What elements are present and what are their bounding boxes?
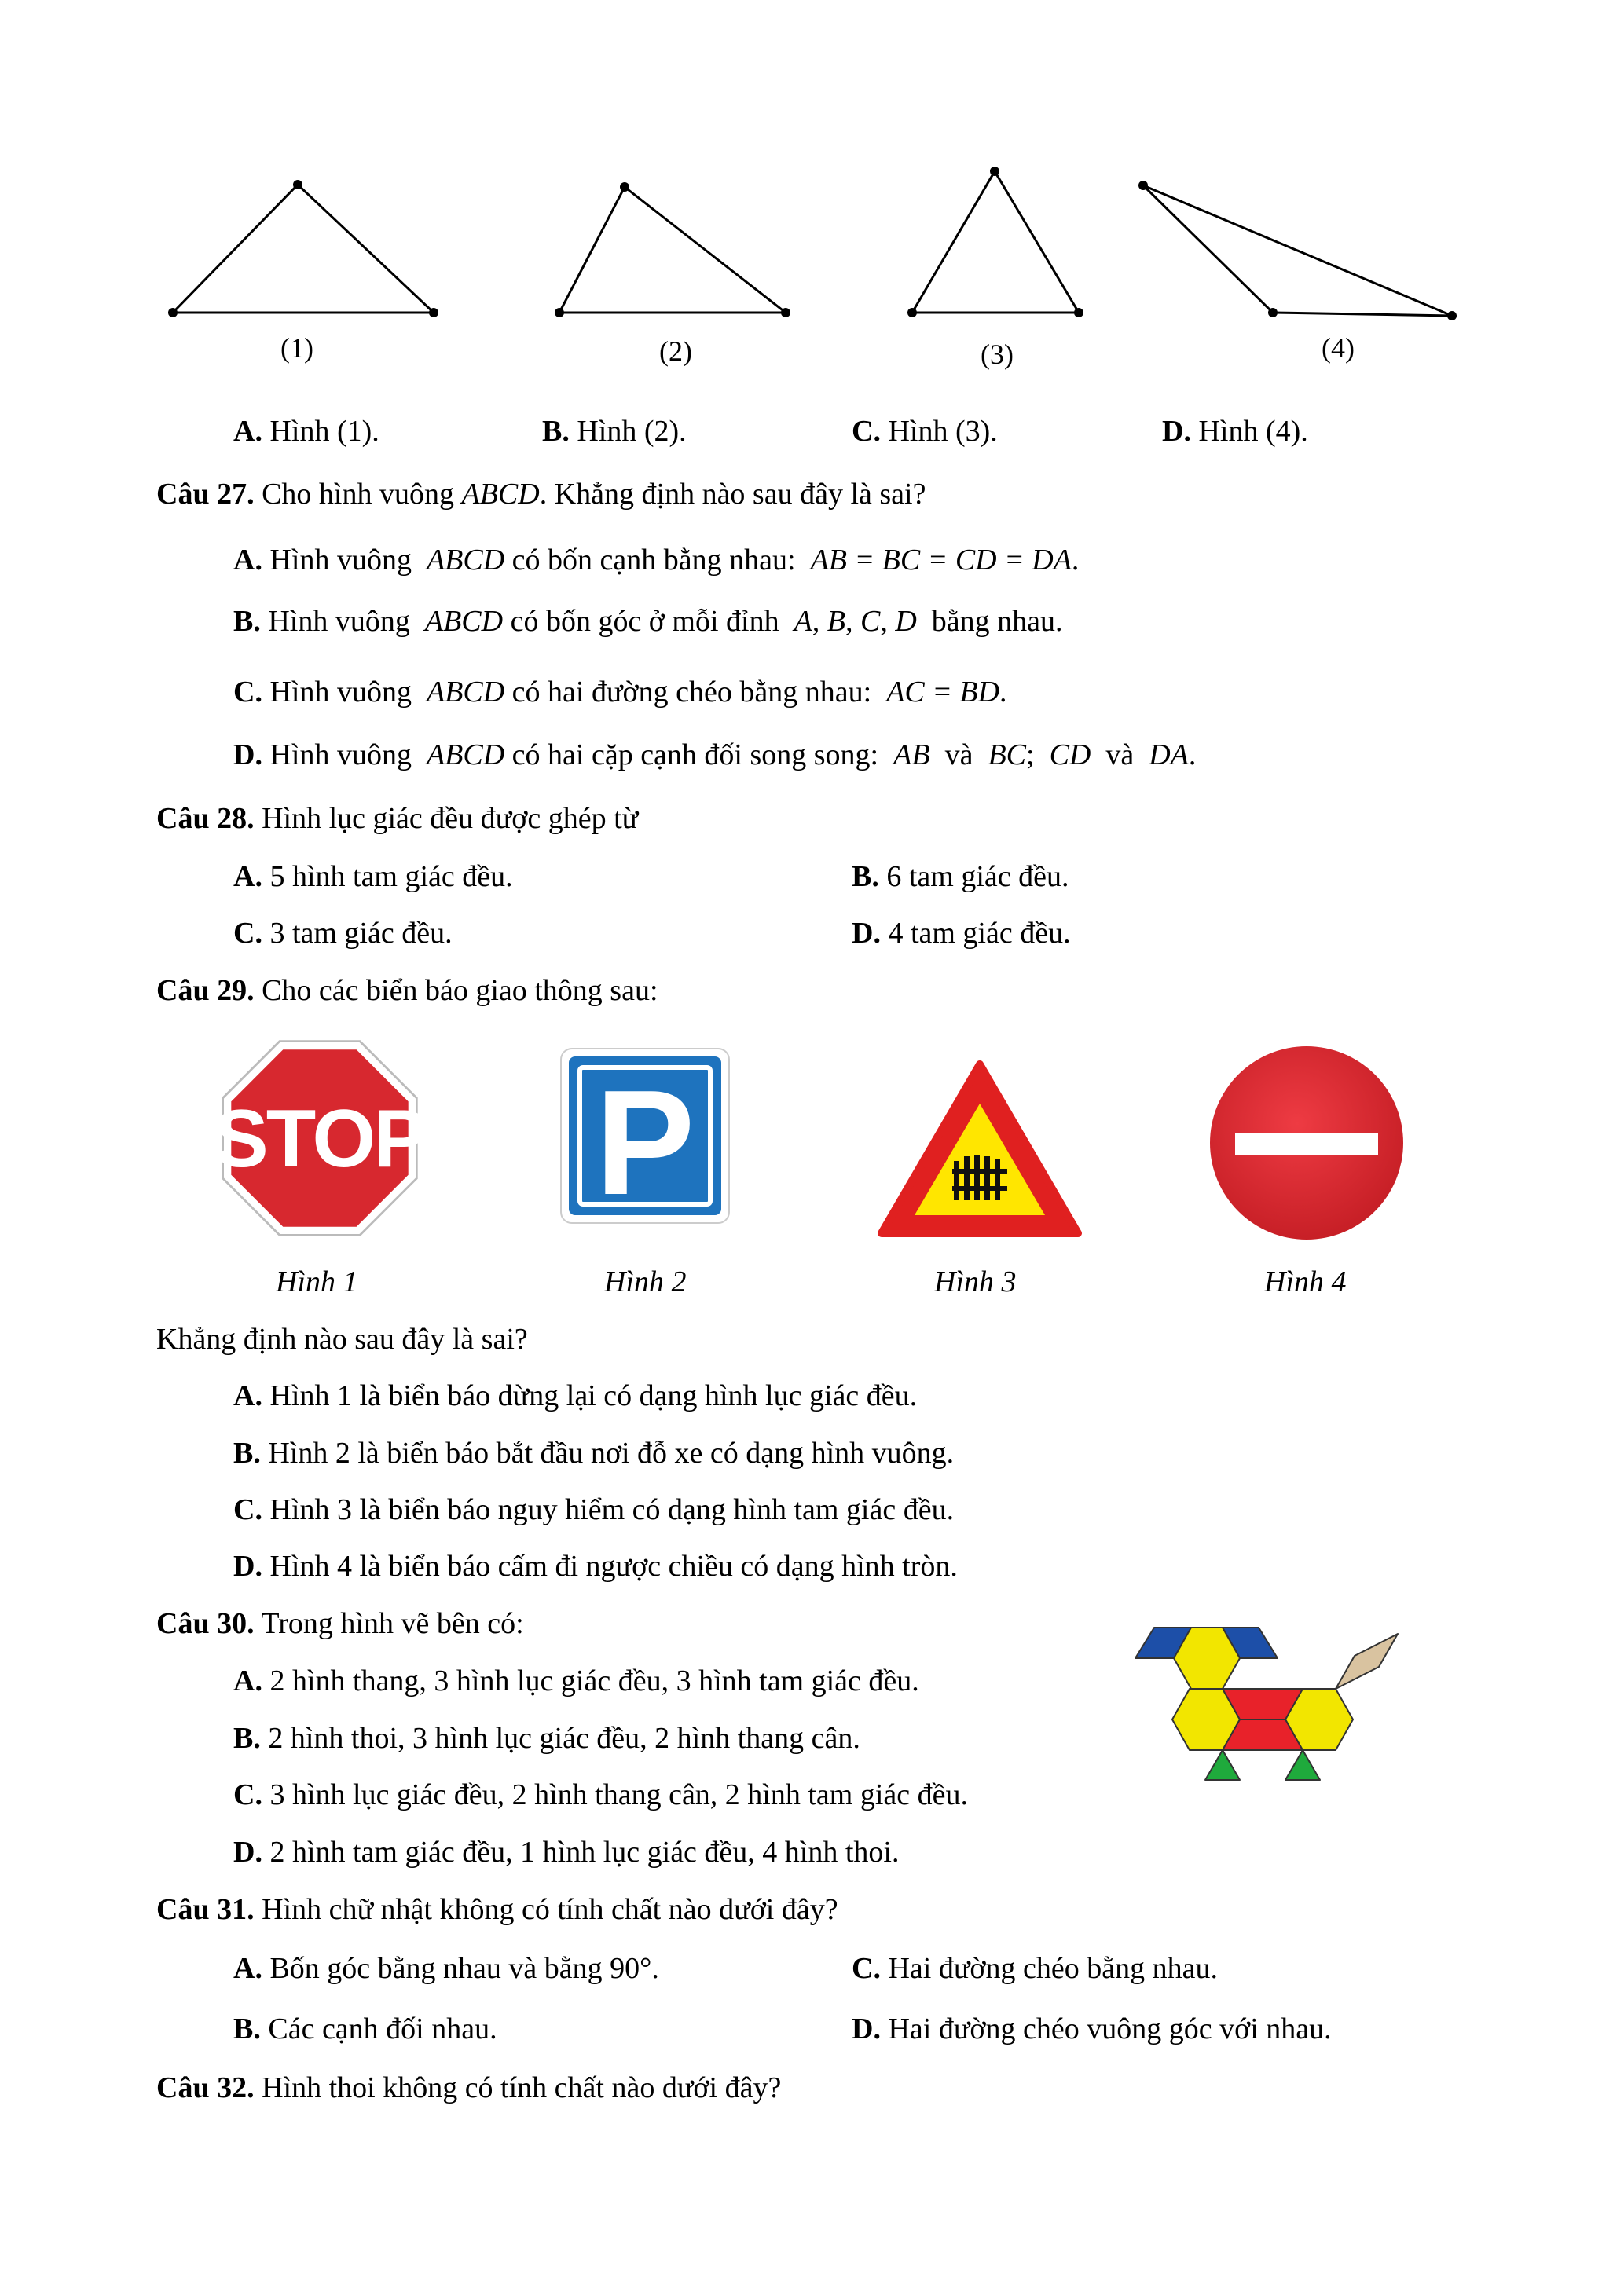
q29-option-a[interactable]: A. Hình 1 là biển báo dừng lại có dạng hình lục giác đều. <box>233 1379 918 1412</box>
stop-sign-text: STOP <box>214 1093 426 1185</box>
tan-rhombus-tail <box>1336 1634 1398 1689</box>
q26-option-b[interactable]: B. Hình (2). <box>542 415 687 448</box>
sign-caption-4: Hình 4 <box>1264 1265 1347 1298</box>
triangle-caption-4: (4) <box>1322 332 1355 364</box>
triangles-figure <box>0 0 1624 393</box>
green-triangle-left <box>1205 1750 1240 1780</box>
stop-sign-icon <box>214 1040 425 1236</box>
q30-option-b[interactable]: B. 2 hình thoi, 3 hình lục giác đều, 2 hình thang cân. <box>233 1722 860 1755</box>
triangle-4 <box>1143 185 1452 316</box>
triangle-caption-1: (1) <box>280 332 313 364</box>
q29-option-d[interactable]: D. Hình 4 là biển báo cấm đi ngược chiều có dạng hình tròn. <box>233 1550 958 1583</box>
q29-stem: Câu 29. Cho các biển báo giao thông sau: <box>156 974 658 1007</box>
q30-option-d[interactable]: D. 2 hình tam giác đều, 1 hình lục giác đều, 4 hình thoi. <box>233 1836 900 1869</box>
triangle-2 <box>559 187 786 313</box>
q27-option-b[interactable]: B. Hình vuông ABCD có bốn góc ở mỗi đỉnh A, B, C, D bằng nhau. <box>233 605 1063 638</box>
railway-warning-sign-icon <box>882 1064 1078 1233</box>
q29-option-c[interactable]: C. Hình 3 là biển báo nguy hiểm có dạng hình tam giác đều. <box>233 1493 955 1526</box>
q31-option-a[interactable]: A. Bốn góc bằng nhau và bằng 90°. <box>233 1952 659 1985</box>
q28-option-b[interactable]: B. 6 tam giác đều. <box>852 860 1069 893</box>
q28-option-d[interactable]: D. 4 tam giác đều. <box>852 917 1071 950</box>
sign-caption-3: Hình 3 <box>934 1265 1017 1298</box>
pattern-block-dog-figure <box>1124 1610 1414 1807</box>
q27-stem: Câu 27. Cho hình vuông ABCD. Khẳng định nào sau đây là sai? <box>156 478 926 511</box>
q30-option-a[interactable]: A. 2 hình thang, 3 hình lục giác đều, 3 hình tam giác đều. <box>233 1664 919 1697</box>
q30-stem: Câu 30. Trong hình vẽ bên có: <box>156 1607 524 1640</box>
q31-option-d[interactable]: D. Hai đường chéo vuông góc với nhau. <box>852 2012 1332 2045</box>
q31-stem: Câu 31. Hình chữ nhật không có tính chất nào dưới đây? <box>156 1893 838 1926</box>
q27-option-a[interactable]: A. Hình vuông ABCD có bốn cạnh bằng nhau: AB = BC = CD = DA. <box>233 544 1080 577</box>
triangle-1 <box>173 185 434 313</box>
q32-stem: Câu 32. Hình thoi không có tính chất nào dưới đây? <box>156 2071 782 2104</box>
triangle-caption-2: (2) <box>659 335 692 367</box>
triangle-3 <box>912 171 1079 313</box>
q26-option-a[interactable]: A. Hình (1). <box>233 415 379 448</box>
q26-option-d[interactable]: D. Hình (4). <box>1162 415 1308 448</box>
triangle-caption-3: (3) <box>981 339 1014 370</box>
q26-option-c[interactable]: C. Hình (3). <box>852 415 998 448</box>
green-triangle-right <box>1285 1750 1320 1780</box>
traffic-signs-figure <box>0 1021 1624 1257</box>
q31-option-c[interactable]: C. Hai đường chéo bằng nhau. <box>852 1952 1218 1985</box>
q28-option-c[interactable]: C. 3 tam giác đều. <box>233 917 453 950</box>
parking-sign-text: P <box>595 1060 695 1226</box>
parking-sign-icon <box>561 1049 729 1226</box>
q28-stem: Câu 28. Hình lục giác đều được ghép từ <box>156 802 639 835</box>
no-entry-sign-icon <box>1210 1046 1403 1240</box>
q30-option-c[interactable]: C. 3 hình lục giác đều, 2 hình thang cân, 2 hình tam giác đều. <box>233 1778 968 1811</box>
sign-caption-2: Hình 2 <box>604 1265 687 1298</box>
q29-option-b[interactable]: B. Hình 2 là biển báo bắt đầu nơi đỗ xe có dạng hình vuông. <box>233 1437 955 1470</box>
q28-option-a[interactable]: A. 5 hình tam giác đều. <box>233 860 513 893</box>
q29-prompt: Khẳng định nào sau đây là sai? <box>156 1323 528 1356</box>
q27-option-c[interactable]: C. Hình vuông ABCD có hai đường chéo bằng nhau: AC = BD. <box>233 676 1007 709</box>
q31-option-b[interactable]: B. Các cạnh đối nhau. <box>233 2012 497 2045</box>
sign-caption-1: Hình 1 <box>276 1265 358 1298</box>
q27-option-d[interactable]: D. Hình vuông ABCD có hai cặp cạnh đối song song: AB và BC; CD và DA. <box>233 738 1197 771</box>
